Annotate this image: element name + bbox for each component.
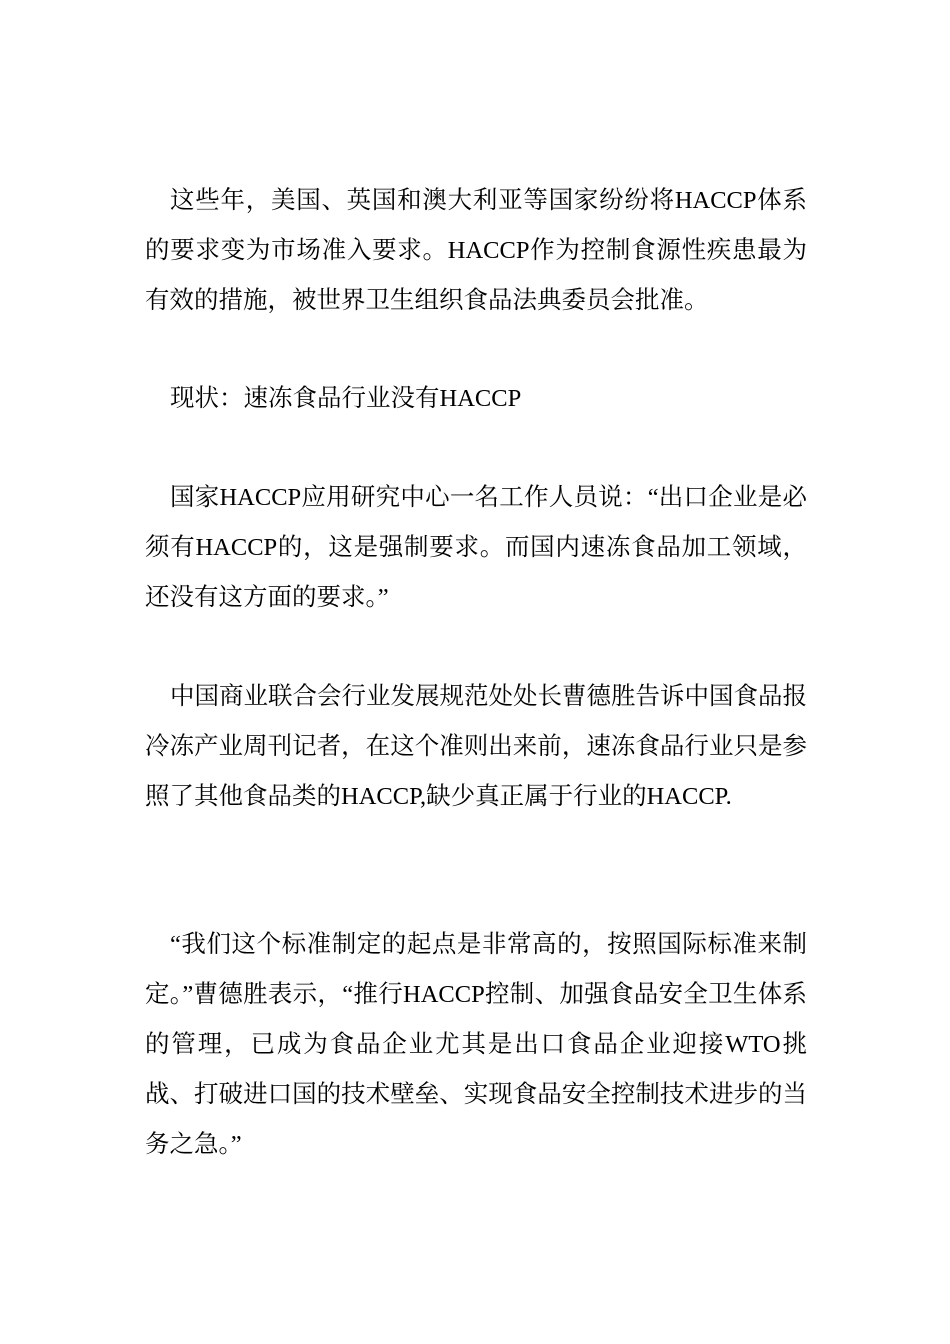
section-heading-status: 现状：速冻食品行业没有HACCP	[170, 385, 522, 412]
paragraph-standard-quote: “我们这个标准制定的起点是非常高的，按照国际标准来制定。”曹德胜表示，“推行HACCP控制、加强食品安全卫生体系的管理，已成为食品企业尤其是出口食品企业迎接WTO挑战、打破进口国的技术壁垒、实现食品安全控制技术进步的当务之急。”	[145, 931, 807, 1158]
paragraph-cao-desheng-statement: 中国商业联合会行业发展规范处处长曹德胜告诉中国食品报冷冻产业周刊记者，在这个准则出来前，速冻食品行业只是参照了其他食品类的HACCP,缺少真正属于行业的HACCP.	[145, 683, 807, 810]
paragraph-research-center-quote: 国家HACCP应用研究中心一名工作人员说：“出口企业是必须有HACCP的，这是强制要求。而国内速冻食品加工领域，还没有这方面的要求。”	[145, 484, 807, 611]
paragraph-haccp-market-access: 这些年，美国、英国和澳大利亚等国家纷纷将HACCP体系的要求变为市场准入要求。HACCP作为控制食源性疾患最为有效的措施，被世界卫生组织食品法典委员会批准。	[145, 187, 807, 314]
